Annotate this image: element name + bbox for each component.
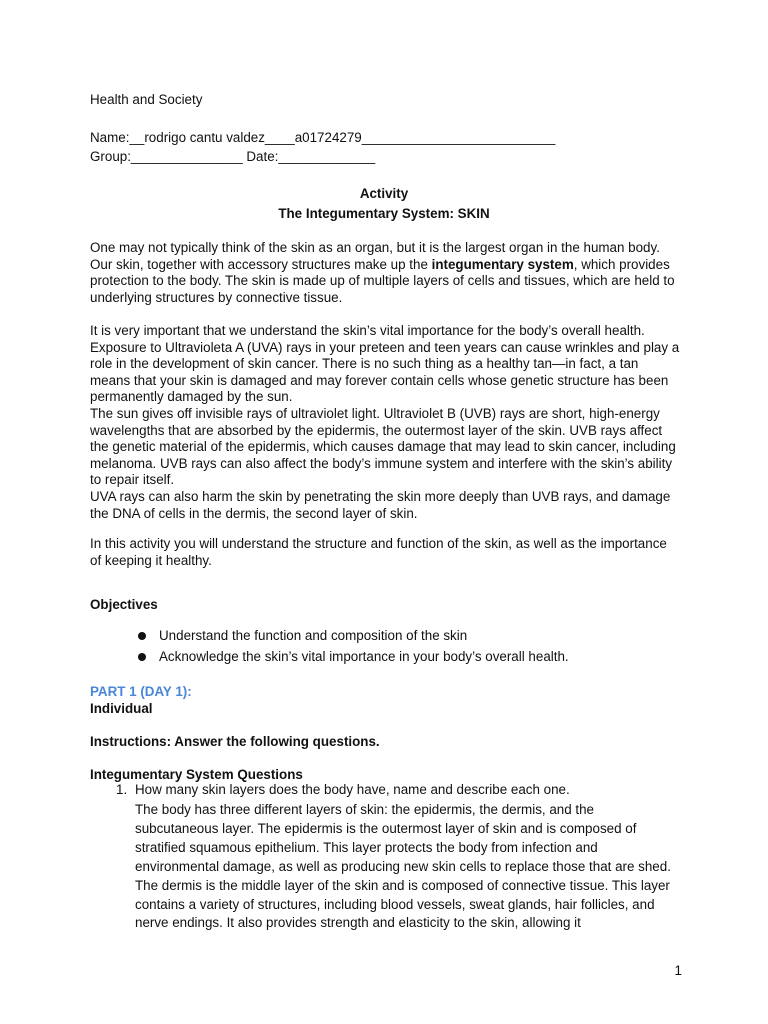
question-1-answer: The body has three different layers of skin: the epidermis, the dermis, and the subcutaneous layer. The epidermis is the outermost layer of skin and is composed of stratified squamous epithelium. This layer protects the body from infection and environmental damage, as well as producing new skin cells to replace those that are shed. The dermis is the middle layer of the skin and is composed of connective tissue. This layer contains a variety of structures, including blood vessels, sweat glands, hair follicles, and nerve endings. It also provides strength and elasticity to the skin, allowing it [135,802,671,931]
activity-title: Activity [359,186,409,201]
course-title: Health and Society [90,92,203,107]
intro-p1-text-a: One may not typically think of the skin as an organ, but it is the largest organ in the human body. Our skin, together with accessory structures make up the [90,240,660,272]
uva-paragraph: It is very important that we understand the skin’s vital importance for the body’s overall health. Exposure to Ultravioleta A (UVA) rays in your preteen and teen years can cause wrinkles and play a role in the development of skin cancer. There is no such thing as a healthy tan—in fact, a tan means that your skin is damaged and may forever contain cells whose genetic structure has been permanently damaged by the sun. [90,323,680,405]
question-1-text: How many skin layers does the body have, name and describe each one. [135,782,570,797]
instructions: Instructions: Answer the following questions. [90,734,380,749]
intro-paragraph-2 [90,323,680,522]
group-date-line: Group:_______________ Date:_____________ [90,149,376,164]
activity-subtitle: The Integumentary System: SKIN [278,206,490,221]
question-1-number: 1. [116,782,128,797]
uvb-paragraph: The sun gives off invisible rays of ultraviolet light. Ultraviolet B (UVB) rays are short, high-energy wavelengths that are absorbed by the epidermis, the outermost layer of the skin. UVB rays affect the genetic material of the epidermis, which causes damage that may lead to skin cancer, including melanoma. UVB rays can also affect the body’s immune system and interfere with the skin’s ability to repair itself. [90,405,676,488]
name-line: Name:__rodrigo cantu valdez____a01724279__________________________ [90,130,556,145]
uva-dna-paragraph: UVA rays can also harm the skin by penetrating the skin more deeply than UVB rays, and damage the DNA of cells in the dermis, the second layer of skin. [90,488,671,521]
intro-p1-text-b: , which provides protection to the body. The skin is made up of multiple layers of cells and tissues, which are held to underlying structures by connective tissue. [90,256,675,305]
bullet-icon [138,653,146,661]
part1-heading: PART 1 (DAY 1): [90,684,192,699]
part1-mode: Individual [90,701,153,716]
questions-heading: Integumentary System Questions [90,767,303,782]
intro-paragraph-1 [90,240,680,306]
bullet-icon [138,632,146,640]
intro-paragraph-3: In this activity you will understand the structure and function of the skin, as well as the importance of keeping it healthy. [90,536,667,568]
page-number: 1 [674,963,682,978]
objective-text: Acknowledge the skin’s vital importance in your body’s overall health. [159,649,569,664]
objectives-heading: Objectives [90,597,158,612]
intro-p1-bold: integumentary system [431,256,574,272]
objective-text: Understand the function and composition of the skin [159,628,468,643]
